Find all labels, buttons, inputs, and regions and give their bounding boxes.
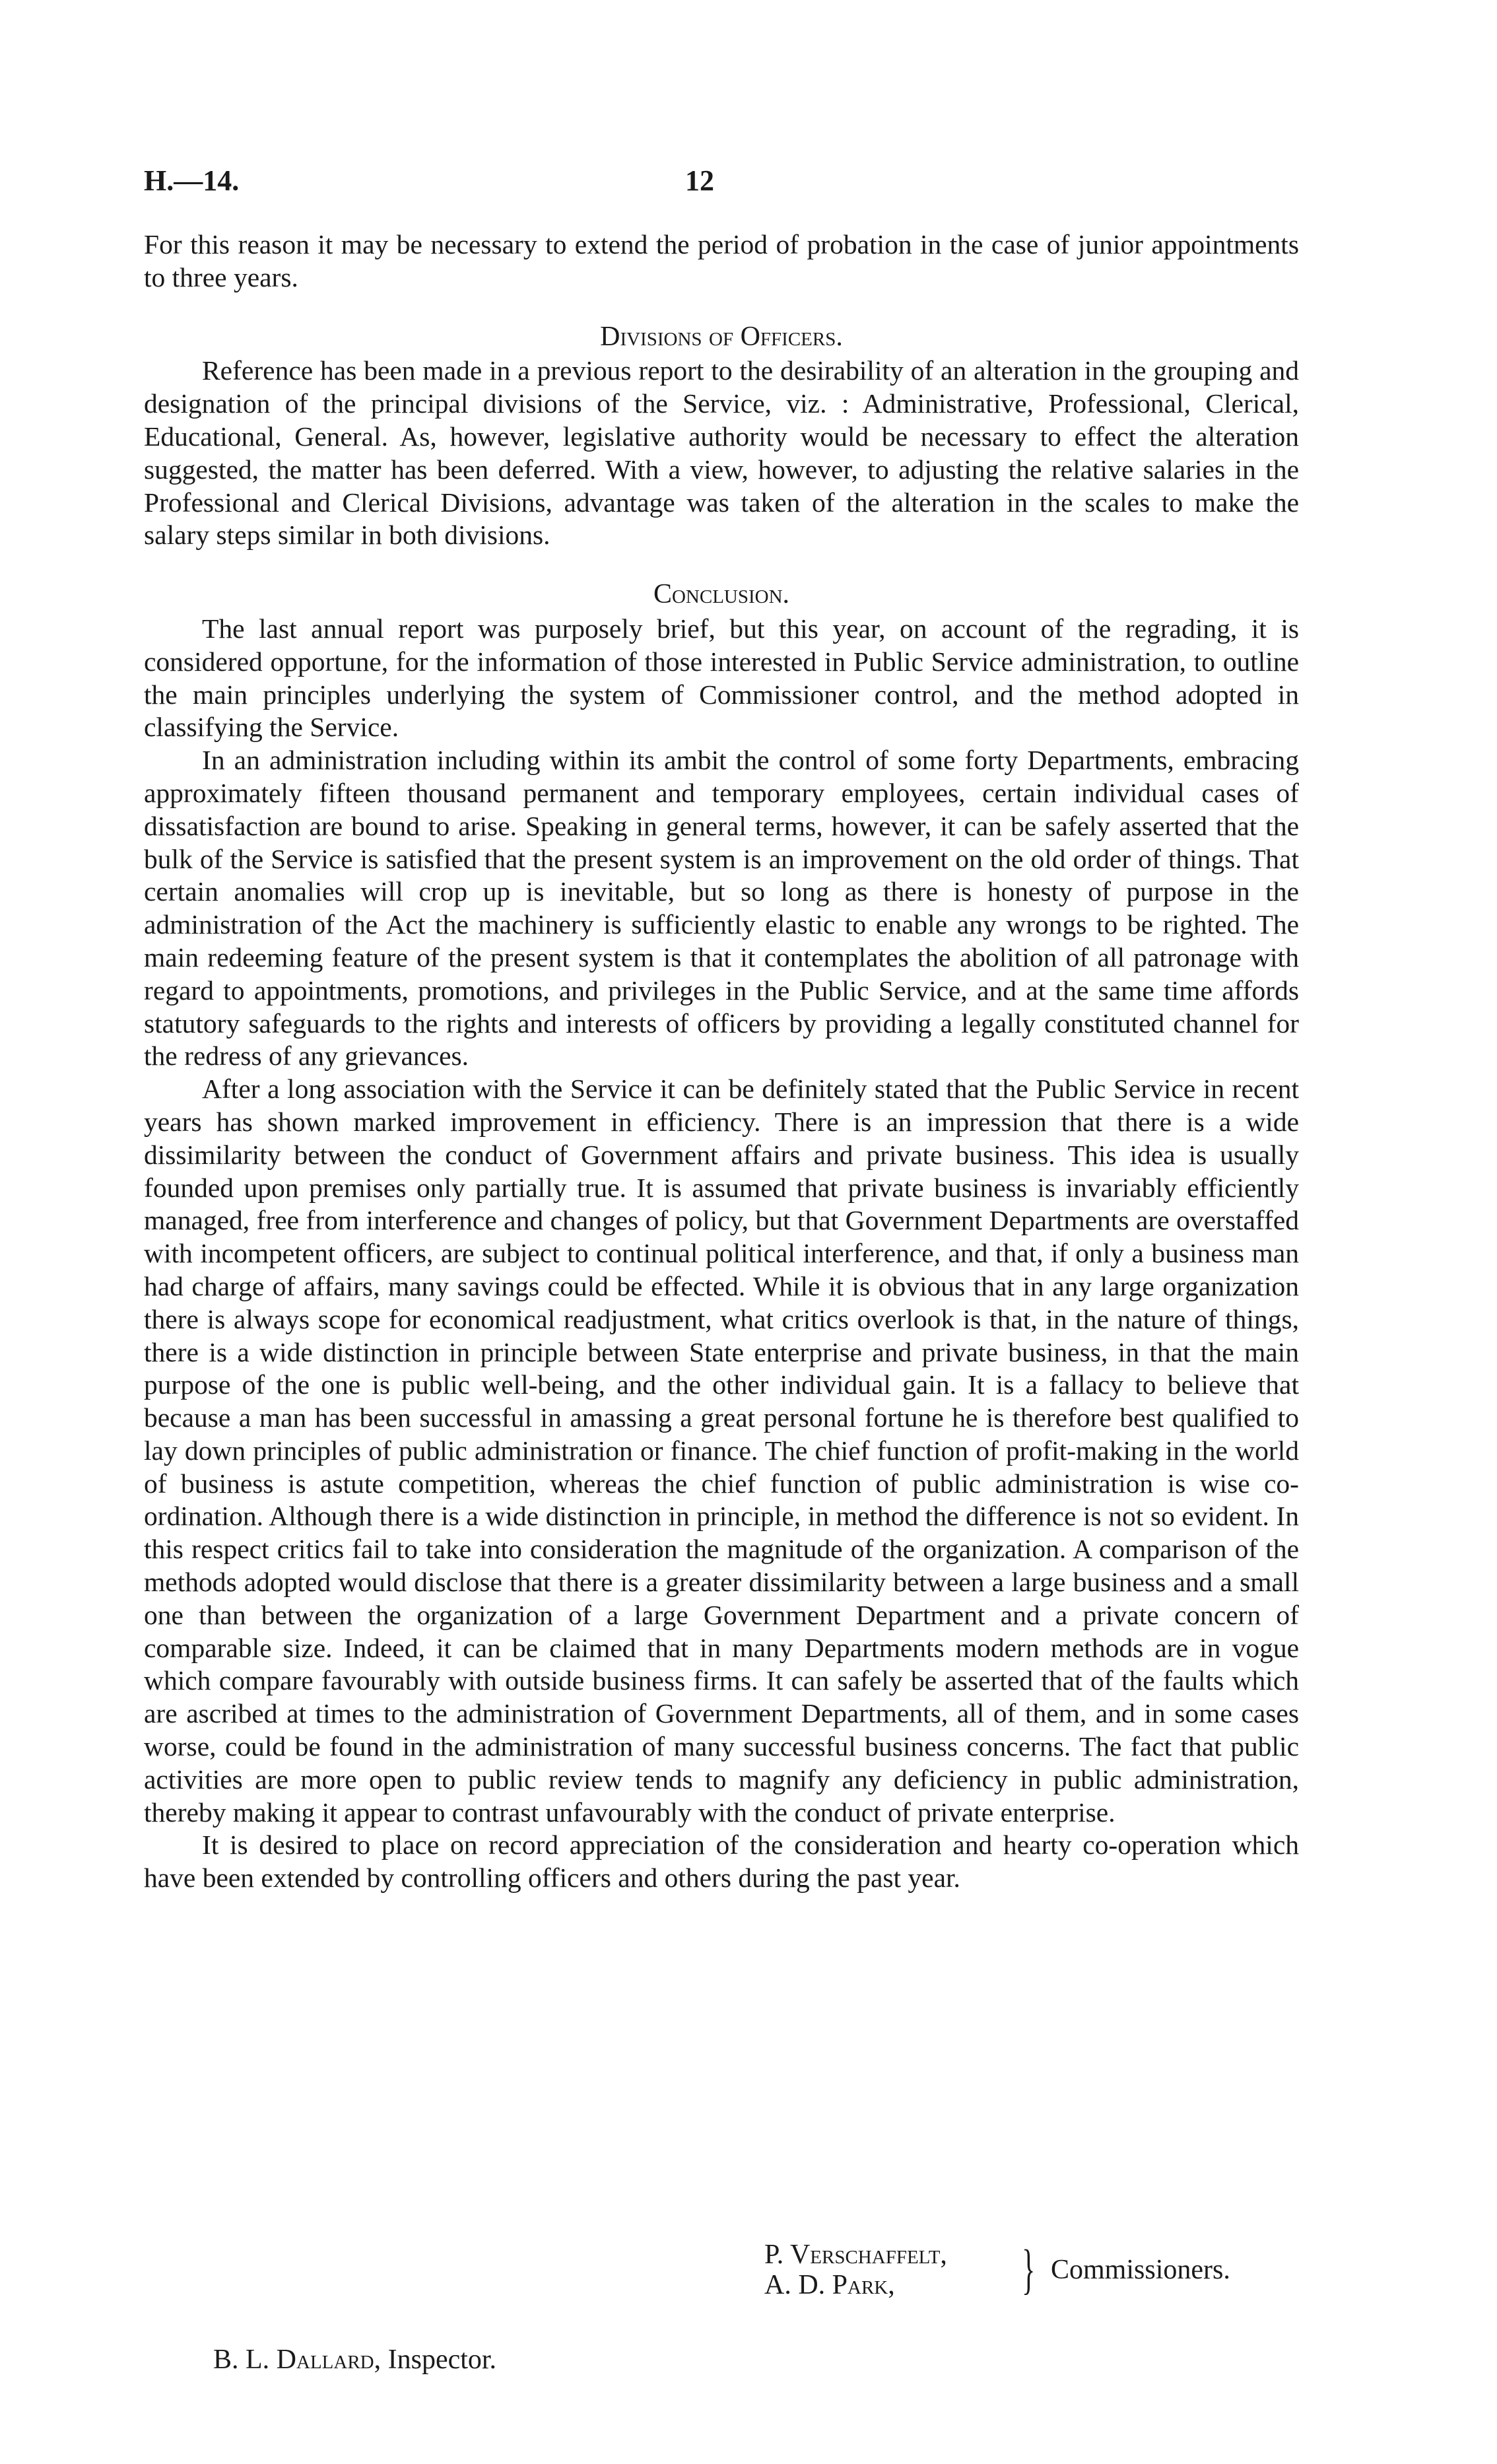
conclusion-paragraph-4: It is desired to place on record appreciation of the consideration and hearty co-operation which have been extended by controlling officers and others during the past year. bbox=[144, 1830, 1299, 1894]
page-header bbox=[144, 164, 1299, 217]
commissioner-name-2: A. D. Park, bbox=[764, 2270, 895, 2300]
body-text bbox=[144, 228, 1299, 1895]
section-heading-conclusion: Conclusion. bbox=[653, 579, 790, 610]
inspector-role: Inspector. bbox=[387, 2344, 497, 2375]
signature-block bbox=[144, 2240, 1299, 2385]
conclusion-paragraph-3: After a long association with the Service it can be definitely stated that the Public Service in recent years has shown marked improvement in efficiency. There is an impression that there is a wide dissimilarity between the conduct of Government affairs and private business. This idea is usually founded upon premises only partially true. It is assumed that private business is invariably efficiently managed, free from interference and changes of policy, but that Government Departments are overstaffed with incompetent officers, are subject to continual political interference, and that, if only a business man had charge of affairs, many savings could be effected. While it is obvious that in any large organization there is always scope for economical readjustment, what critics overlook is that, in the nature of things, there is a wide distinction in principle between State enterprise and private business, in that the main purpose of the one is public well-being, and the other individual gain. It is a fallacy to believe that because a man has been successful in amassing a great personal fortune he is therefore best qualified to lay down principles of public administration or finance. The chief function of profit-making in the world of business is astute competition, whereas the chief function of public administration is wise co-ordination. Although there is a wide distinction in principle, in method the difference is not so evident. In this respect critics fail to take into consideration the magnitude of the organization. A comparison of the methods adopted would disclose that there is a greater dissimilarity between a large business and a small one than between the organization of a large Government Department and a private concern of comparable size. Indeed, it can be claimed that in many Departments modern methods are in vogue which compare favourably with outside business firms. It can safely be asserted that of the faults which are ascribed at times to the administration of Government Departments, all of them, and in some cases worse, could be found in the administration of many successful business concerns. The fact that public activities are more open to public review tends to magnify any deficiency in public administration, thereby making it appear to contrast unfavourably with the conduct of private enterprise. bbox=[144, 1074, 1299, 1828]
inspector-name: B. L. Dallard, bbox=[213, 2344, 382, 2375]
inspector-signature bbox=[213, 2344, 496, 2376]
conclusion-paragraph-1: The last annual report was purposely brief, but this year, on account of the regrading, it is considered opportune, for the information of those interested in Public Service administration, to outline the main principles underlying the system of Commissioner control, and the method adopted in classifying the Service. bbox=[144, 613, 1299, 743]
commissioner-name-1: P. Verschaffelt, bbox=[764, 2240, 947, 2270]
commissioner-names bbox=[764, 2240, 947, 2300]
section-heading-divisions: Divisions of Officers. bbox=[600, 321, 843, 352]
report-code: H.—14. bbox=[144, 164, 240, 197]
brace-icon: } bbox=[1022, 2239, 1036, 2300]
intro-paragraph: For this reason it may be necessary to extend the period of probation in the case of junior appointments to three years. bbox=[144, 229, 1299, 292]
conclusion-paragraph-2: In an administration including within its ambit the control of some forty Departments, embracing approximately fifteen thousand permanent and temporary employees, certain individual cases of dissatisfaction are bound to arise. Speaking in general terms, however, it can be safely asserted that the bulk of the Service is satisfied that the present system is an improvement on the old order of things. That certain anomalies will crop up is inevitable, but so long as there is honesty of purpose in the administration of the Act the machinery is sufficiently elastic to enable any wrongs to be righted. The main redeeming feature of the present system is that it contemplates the abolition of all patronage with regard to appointments, promotions, and privileges in the Public Service, and at the same time affords statutory safeguards to the rights and interests of officers by providing a legally constituted channel for the redress of any grievances. bbox=[144, 745, 1299, 1072]
page-number: 12 bbox=[685, 164, 714, 197]
divisions-paragraph: Reference has been made in a previous report to the desirability of an alteration in the grouping and designation of the principal divisions of the Service, viz. : Administrative, Professional, Clerical, Educational, General. As, however, legislative authority would be necessary to effect the alteration suggested, the matter has been deferred. With a view, however, to adjusting the relative salaries in the Professional and Clerical Divisions, advantage was taken of the alteration in the scales to make the salary steps similar in both divisions. bbox=[144, 355, 1299, 551]
commissioners-role: Commissioners. bbox=[1051, 2255, 1230, 2285]
